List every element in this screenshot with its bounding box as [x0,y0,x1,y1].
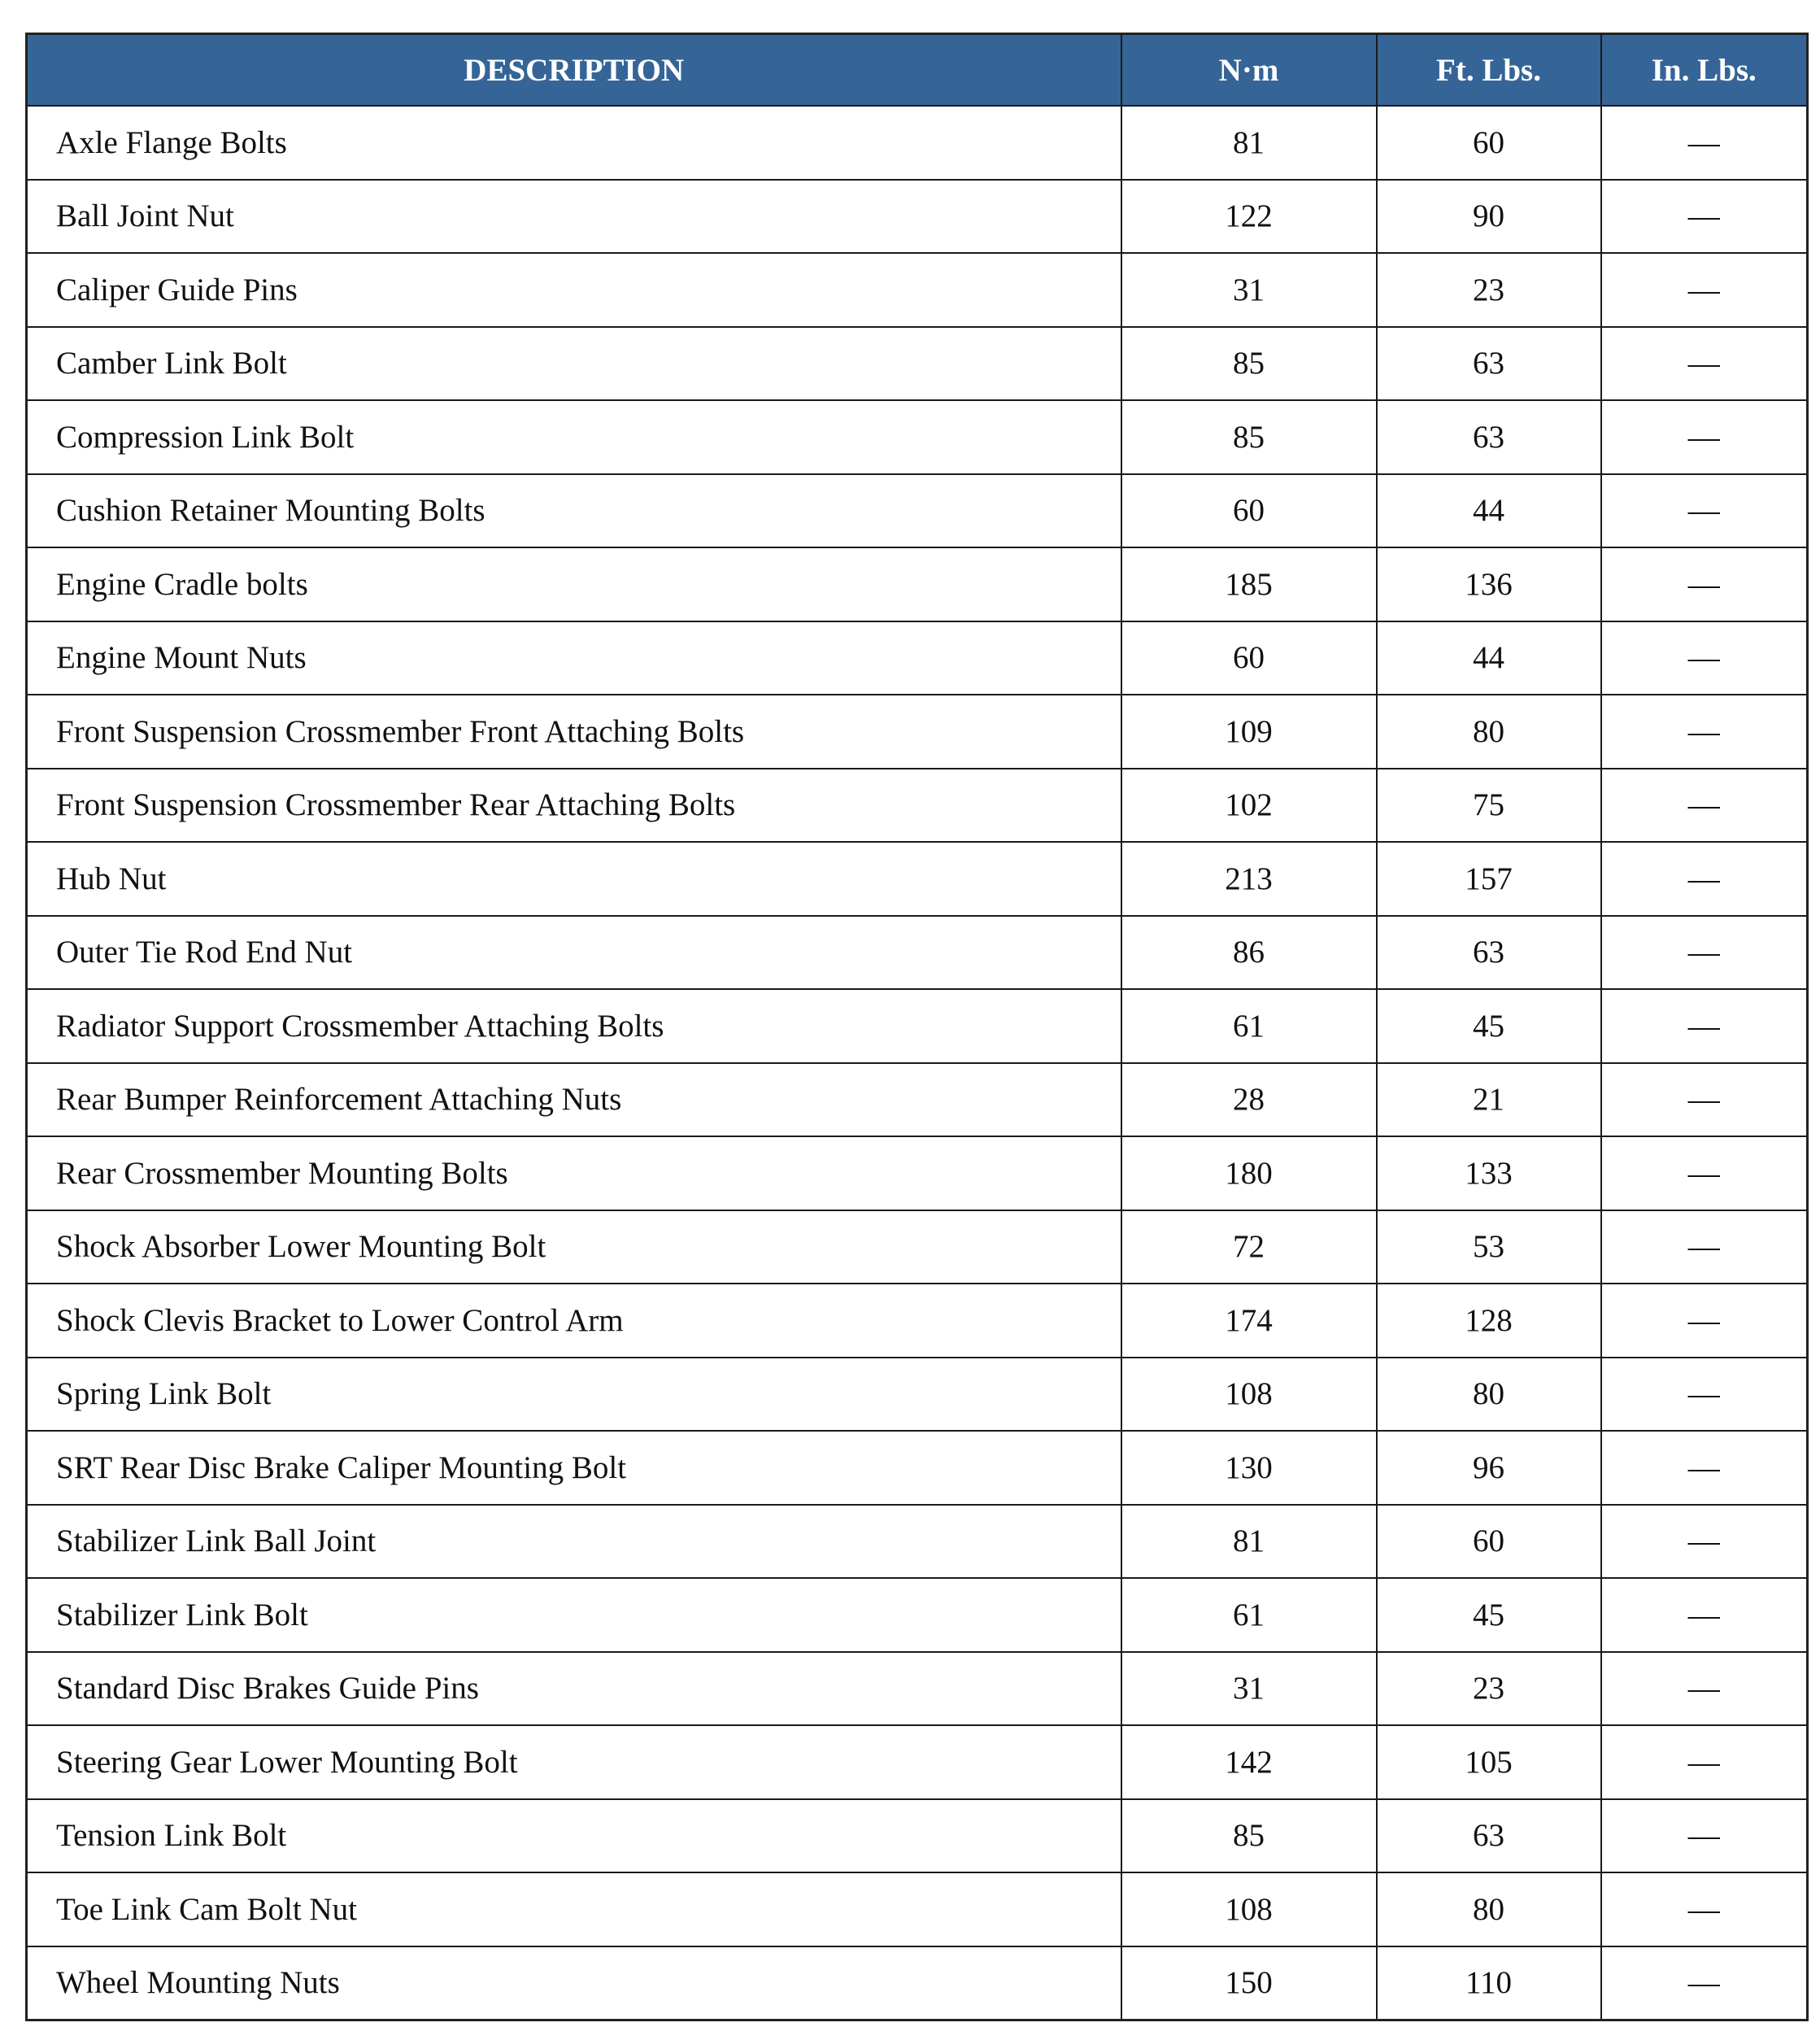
table-row [27,1872,1808,1946]
cell-nm: 108 [1121,1358,1377,1432]
cell-ft-lbs: 45 [1377,1578,1601,1652]
table-row [27,400,1808,474]
cell-ft-lbs: 75 [1377,769,1601,843]
cell-description: Compression Link Bolt [27,400,1121,474]
table-row [27,1946,1808,2020]
cell-ft-lbs: 60 [1377,1505,1601,1579]
cell-description: SRT Rear Disc Brake Caliper Mounting Bolt [27,1431,1121,1505]
cell-in-lbs: — [1601,1063,1808,1137]
cell-ft-lbs: 96 [1377,1431,1601,1505]
cell-in-lbs: — [1601,1284,1808,1358]
table-row [27,1725,1808,1799]
cell-ft-lbs: 136 [1377,547,1601,621]
cell-description: Hub Nut [27,842,1121,916]
cell-in-lbs: — [1601,1505,1808,1579]
table-row [27,1136,1808,1210]
cell-nm: 142 [1121,1725,1377,1799]
cell-nm: 108 [1121,1872,1377,1946]
cell-description: Cushion Retainer Mounting Bolts [27,474,1121,548]
table-row [27,1578,1808,1652]
cell-ft-lbs: 23 [1377,1652,1601,1726]
cell-in-lbs: — [1601,1725,1808,1799]
cell-in-lbs: — [1601,989,1808,1063]
table-row [27,180,1808,254]
cell-description: Toe Link Cam Bolt Nut [27,1872,1121,1946]
cell-description: Spring Link Bolt [27,1358,1121,1432]
cell-nm: 213 [1121,842,1377,916]
cell-in-lbs: — [1601,547,1808,621]
cell-in-lbs: — [1601,327,1808,401]
cell-description: Tension Link Bolt [27,1799,1121,1873]
cell-in-lbs: — [1601,1652,1808,1726]
cell-nm: 85 [1121,400,1377,474]
cell-description: Outer Tie Rod End Nut [27,916,1121,990]
cell-in-lbs: — [1601,695,1808,769]
cell-nm: 102 [1121,769,1377,843]
table-row [27,1284,1808,1358]
table-row [27,1799,1808,1873]
cell-nm: 122 [1121,180,1377,254]
cell-description: Steering Gear Lower Mounting Bolt [27,1725,1121,1799]
cell-description: Camber Link Bolt [27,327,1121,401]
cell-nm: 60 [1121,621,1377,695]
cell-in-lbs: — [1601,400,1808,474]
cell-nm: 61 [1121,1578,1377,1652]
cell-ft-lbs: 44 [1377,474,1601,548]
cell-nm: 61 [1121,989,1377,1063]
cell-description: Axle Flange Bolts [27,106,1121,180]
header-description: DESCRIPTION [27,34,1121,107]
cell-ft-lbs: 133 [1377,1136,1601,1210]
table-body [27,106,1808,2020]
cell-nm: 86 [1121,916,1377,990]
cell-ft-lbs: 110 [1377,1946,1601,2020]
table-row [27,695,1808,769]
cell-nm: 31 [1121,1652,1377,1726]
cell-ft-lbs: 53 [1377,1210,1601,1284]
cell-in-lbs: — [1601,1578,1808,1652]
cell-description: Stabilizer Link Bolt [27,1578,1121,1652]
header-nm: N·m [1121,34,1377,107]
cell-ft-lbs: 80 [1377,1358,1601,1432]
header-in-lbs: In. Lbs. [1601,34,1808,107]
cell-nm: 85 [1121,327,1377,401]
cell-in-lbs: — [1601,474,1808,548]
cell-description: Stabilizer Link Ball Joint [27,1505,1121,1579]
cell-nm: 31 [1121,253,1377,327]
table-row [27,916,1808,990]
cell-ft-lbs: 80 [1377,1872,1601,1946]
cell-in-lbs: — [1601,1431,1808,1505]
cell-nm: 81 [1121,106,1377,180]
table-row [27,842,1808,916]
cell-description: Engine Cradle bolts [27,547,1121,621]
table-row [27,474,1808,548]
cell-description: Engine Mount Nuts [27,621,1121,695]
cell-ft-lbs: 45 [1377,989,1601,1063]
cell-nm: 60 [1121,474,1377,548]
cell-in-lbs: — [1601,180,1808,254]
cell-ft-lbs: 63 [1377,400,1601,474]
cell-in-lbs: — [1601,1358,1808,1432]
table-row [27,253,1808,327]
cell-in-lbs: — [1601,769,1808,843]
table-row [27,1063,1808,1137]
cell-ft-lbs: 63 [1377,1799,1601,1873]
table-row [27,327,1808,401]
cell-in-lbs: — [1601,621,1808,695]
table-row [27,1210,1808,1284]
table-row [27,1652,1808,1726]
cell-description: Rear Crossmember Mounting Bolts [27,1136,1121,1210]
cell-description: Caliper Guide Pins [27,253,1121,327]
table-row [27,1358,1808,1432]
cell-ft-lbs: 157 [1377,842,1601,916]
cell-nm: 180 [1121,1136,1377,1210]
cell-ft-lbs: 63 [1377,916,1601,990]
cell-ft-lbs: 60 [1377,106,1601,180]
cell-nm: 85 [1121,1799,1377,1873]
torque-spec-table [25,33,1809,2021]
cell-in-lbs: — [1601,1872,1808,1946]
cell-ft-lbs: 44 [1377,621,1601,695]
cell-nm: 185 [1121,547,1377,621]
cell-nm: 174 [1121,1284,1377,1358]
table-row [27,1431,1808,1505]
cell-in-lbs: — [1601,253,1808,327]
cell-ft-lbs: 63 [1377,327,1601,401]
cell-nm: 81 [1121,1505,1377,1579]
table-row [27,106,1808,180]
table-row [27,547,1808,621]
cell-nm: 109 [1121,695,1377,769]
cell-in-lbs: — [1601,1946,1808,2020]
cell-nm: 72 [1121,1210,1377,1284]
cell-nm: 150 [1121,1946,1377,2020]
table-row [27,769,1808,843]
cell-nm: 28 [1121,1063,1377,1137]
table-row [27,1505,1808,1579]
table-row [27,621,1808,695]
cell-ft-lbs: 90 [1377,180,1601,254]
cell-description: Front Suspension Crossmember Front Attaching Bolts [27,695,1121,769]
header-row [27,34,1808,107]
cell-in-lbs: — [1601,106,1808,180]
cell-nm: 130 [1121,1431,1377,1505]
cell-in-lbs: — [1601,1799,1808,1873]
cell-in-lbs: — [1601,1210,1808,1284]
header-ft-lbs: Ft. Lbs. [1377,34,1601,107]
cell-ft-lbs: 21 [1377,1063,1601,1137]
cell-ft-lbs: 23 [1377,253,1601,327]
cell-ft-lbs: 128 [1377,1284,1601,1358]
cell-in-lbs: — [1601,916,1808,990]
cell-description: Wheel Mounting Nuts [27,1946,1121,2020]
cell-description: Shock Clevis Bracket to Lower Control Arm [27,1284,1121,1358]
cell-description: Radiator Support Crossmember Attaching Bolts [27,989,1121,1063]
cell-description: Front Suspension Crossmember Rear Attaching Bolts [27,769,1121,843]
cell-description: Ball Joint Nut [27,180,1121,254]
cell-description: Standard Disc Brakes Guide Pins [27,1652,1121,1726]
table-header [27,34,1808,107]
cell-in-lbs: — [1601,842,1808,916]
cell-description: Shock Absorber Lower Mounting Bolt [27,1210,1121,1284]
cell-in-lbs: — [1601,1136,1808,1210]
table-row [27,989,1808,1063]
cell-description: Rear Bumper Reinforcement Attaching Nuts [27,1063,1121,1137]
cell-ft-lbs: 105 [1377,1725,1601,1799]
cell-ft-lbs: 80 [1377,695,1601,769]
